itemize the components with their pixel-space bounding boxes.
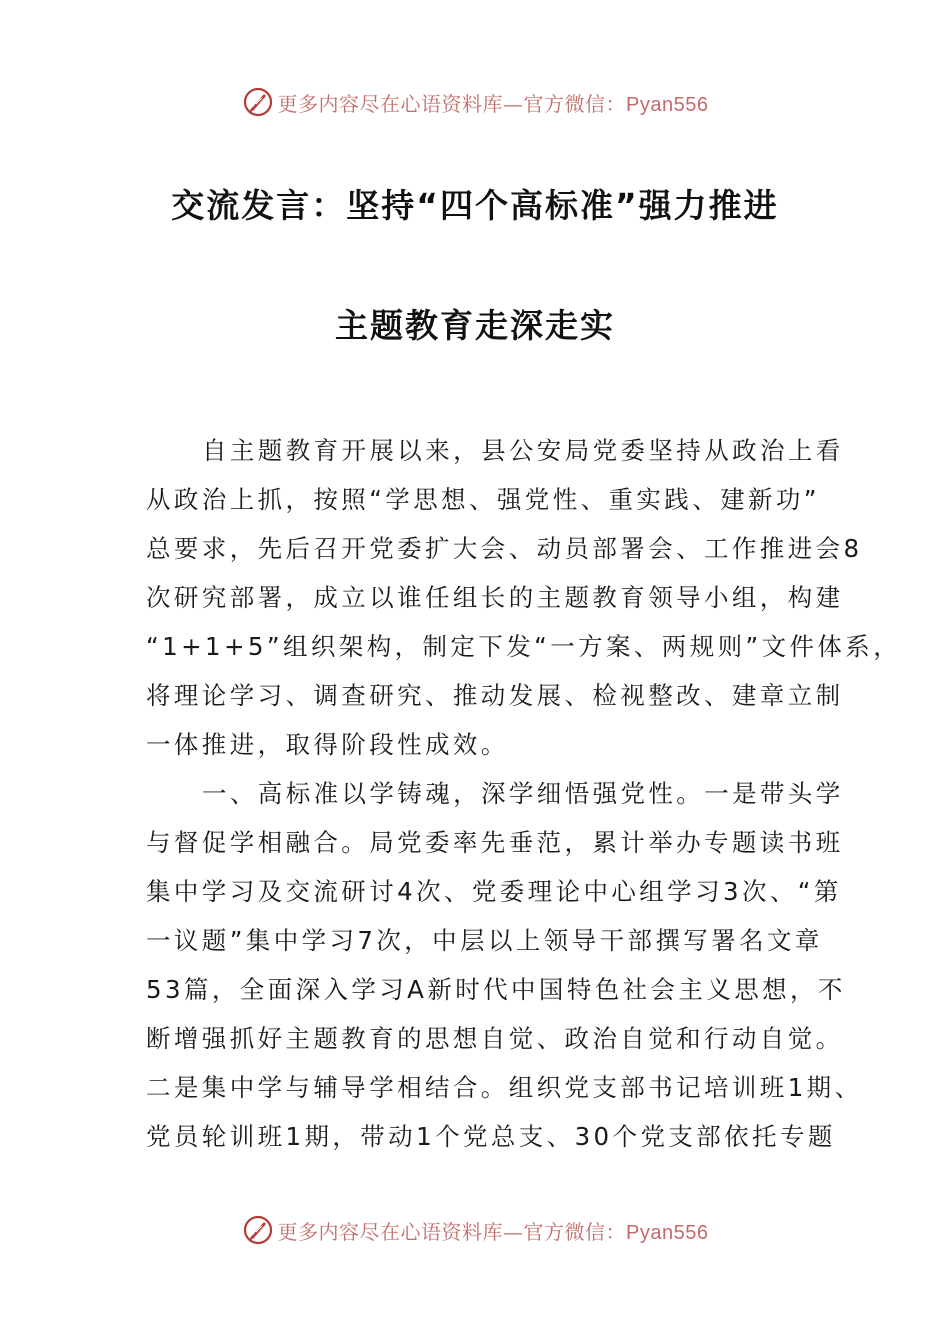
paragraph-line: 一议题”集中学习7次，中层以上领导干部撰写署名文章 — [146, 926, 823, 955]
paragraph-line: 总要求，先后召开党委扩大会、动员部署会、工作推进会8 — [146, 534, 863, 563]
wechat-id: Pyan556 — [626, 1221, 709, 1244]
paragraph-line: 次研究部署，成立以谁任组长的主题教育领导小组，构建 — [146, 583, 844, 612]
banner-slogan: 更多内容尽在心语资料库—官方微信： — [277, 91, 627, 116]
paragraph-line: 从政治上抓，按照“学思想、强党性、重实践、建新功” — [146, 485, 820, 514]
paragraph-line: 53篇，全面深入学习A新时代中国特色社会主义思想，不 — [146, 975, 846, 1004]
banner-text — [278, 88, 709, 117]
paragraph-line: “1+1+5”组织架构，制定下发“一方案、两规则”文件体系， — [146, 632, 902, 661]
header-banner — [0, 82, 950, 122]
feather-pen-logo-icon — [242, 1214, 274, 1246]
paragraph-line: 与督促学相融合。局党委率先垂范，累计举办专题读书班 — [146, 828, 844, 857]
banner-slogan: 更多内容尽在心语资料库—官方微信： — [277, 1219, 627, 1244]
feather-pen-logo-icon — [242, 86, 274, 118]
paragraph-line: 断增强抓好主题教育的思想自觉、政治自觉和行动自觉。 — [146, 1024, 844, 1053]
footer-banner — [0, 1210, 950, 1250]
paragraph-line: 将理论学习、调查研究、推动发展、检视整改、建章立制 — [146, 681, 844, 710]
document-title-line-1: 交流发言：坚持“四个高标准”强力推进 — [171, 186, 779, 225]
document-body — [146, 426, 902, 1161]
paragraph-line: 党员轮训班1期，带动1个党总支、30个党支部依托专题 — [146, 1122, 836, 1151]
wechat-id: Pyan556 — [626, 93, 709, 116]
paragraph-line: 集中学习及交流研讨4次、党委理论中心组学习3次、“第 — [146, 877, 842, 906]
paragraph-line: 二是集中学与辅导学相结合。组织党支部书记培训班1期、 — [146, 1073, 863, 1102]
document-title-line-2: 主题教育走深走实 — [335, 306, 615, 345]
paragraph-line: 一、高标准以学铸魂，深学细悟强党性。一是带头学 — [202, 779, 844, 808]
banner-text — [278, 1216, 709, 1245]
paragraph-line: 一体推进，取得阶段性成效。 — [146, 730, 509, 759]
paragraph-line: 自主题教育开展以来，县公安局党委坚持从政治上看 — [202, 436, 844, 465]
